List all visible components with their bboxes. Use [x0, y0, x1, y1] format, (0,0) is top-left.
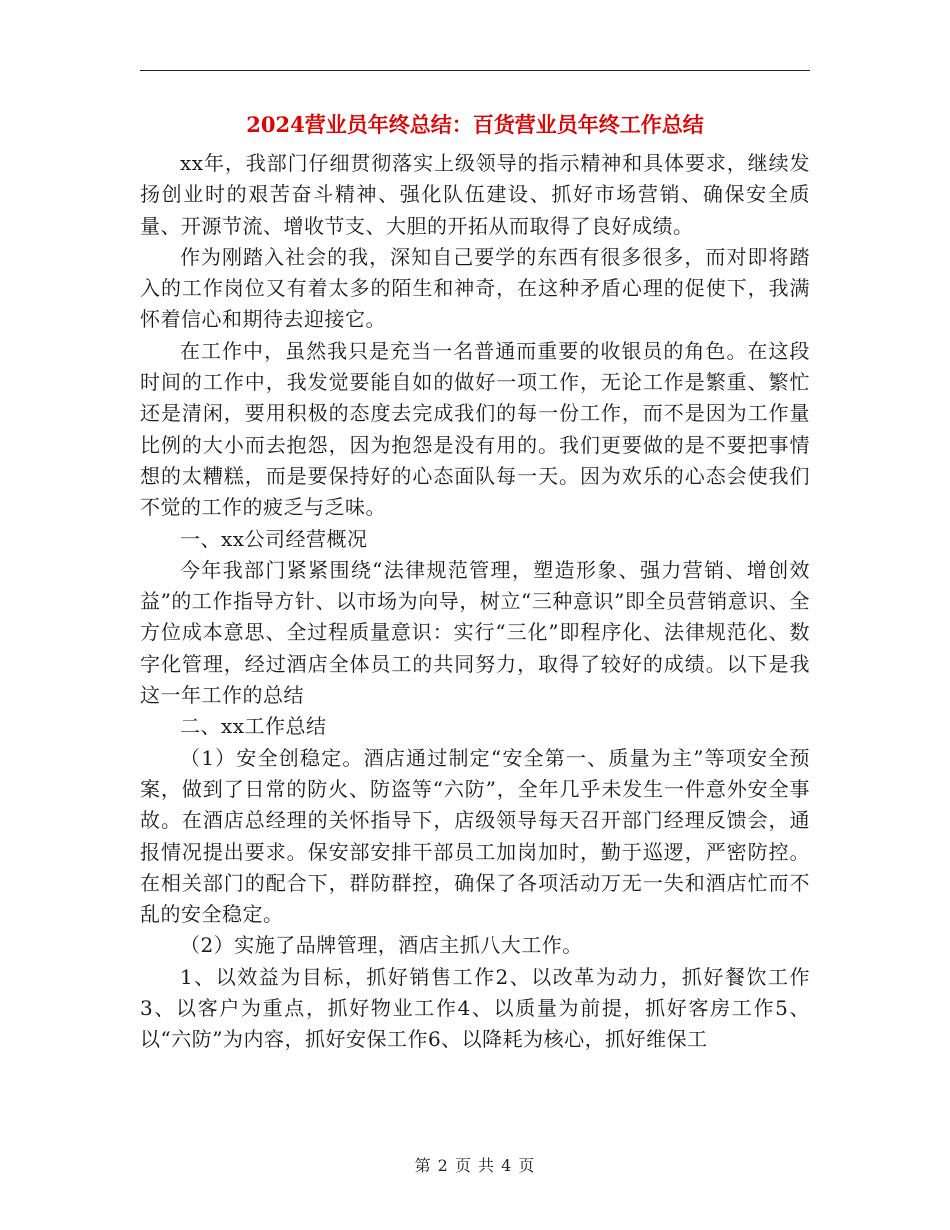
- document-title: 2024营业员年终总结：百货营业员年终工作总结: [246, 112, 704, 137]
- paragraph-newcomer: 作为刚踏入社会的我，深知自己要学的东西有很多很多，而对即将踏入的工作岗位又有着太多的陌生和神奇，在这种矛盾心理的促使下，我满怀着信心和期待去迎接它。: [140, 244, 810, 332]
- paragraph-cashier-role: 在工作中，虽然我只是充当一名普通而重要的收银员的角色。在这段时间的工作中，我发觉要能自如的做好一项工作，无论工作是繁重、繁忙还是清闲，要用积极的态度去完成我们的每一份工作，而不是因为工作量比例的大小而去抱怨，因为抱怨是没有用的。我们更要做的是不要把事情想的太糟糕，而是要保持好的心态面队每一天。因为欢乐的心态会使我们不觉的工作的疲乏与乏味。: [140, 338, 810, 520]
- document-body: [140, 148, 810, 1056]
- paragraph-overview: 今年我部门紧紧围绕“法律规范管理，塑造形象、强力营销、增创效益”的工作指导方针、以市场为向导，树立“三种意识”即全员营销意识、全方位成本意思、全过程质量意识：实行“三化”即程序化、法律规范化、数字化管理，经过酒店全体员工的共同努力，取得了较好的成绩。以下是我这一年工作的总结: [140, 557, 810, 708]
- paragraph-brand-management: （2）实施了品牌管理，酒店主抓八大工作。: [180, 933, 583, 958]
- section-heading-summary: 二、xx工作总结: [180, 714, 327, 739]
- paragraph-intro: xx年，我部门仔细贯彻落实上级领导的指示精神和具体要求，继续发扬创业时的艰苦奋斗精神、强化队伍建设、抓好市场营销、确保安全质量、开源节流、增收节支、大胆的开拓从而取得了良好成绩。: [140, 151, 810, 238]
- page-number-footer: 第 2 页 共 4 页: [414, 1156, 536, 1175]
- header-rule: [140, 70, 810, 71]
- paragraph-safety: （1）安全创稳定。酒店通过制定“安全第一、质量为主”等项安全预案，做到了日常的防火、防盗等“六防”，全年几乎未发生一件意外安全事故。在酒店总经理的关怀指导下，店级领导每天召开部门经理反馈会，通报情况提出要求。保安部安排干部员工加岗加时，勤于巡逻，严密防控。在相关部门的配合下，群防群控，确保了各项活动万无一失和酒店忙而不乱的安全稳定。: [140, 745, 810, 927]
- paragraph-eight-tasks: 1、以效益为目标，抓好销售工作2、以改革为动力，抓好餐饮工作 3、以客户为重点，抓好物业工作4、以质量为前提，抓好客房工作5、以“六防”为内容，抓好安保工作6、以降耗为核心，抓好维保工: [140, 964, 810, 1052]
- section-heading-overview: 一、xx公司经营概况: [180, 526, 368, 551]
